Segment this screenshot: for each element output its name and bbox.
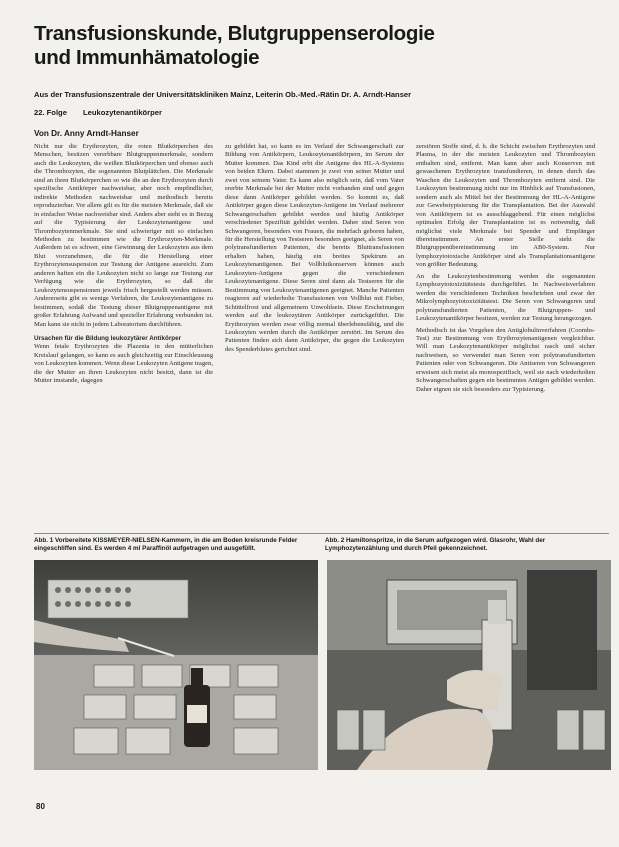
page-number: 80 — [36, 802, 45, 811]
title-line-2: und Immunhämatologie — [34, 46, 260, 69]
text-column-1 — [34, 143, 213, 531]
article-title — [34, 22, 594, 70]
series-label: 22. Folge — [34, 108, 67, 117]
text-columns — [34, 143, 609, 531]
paragraph: Wenn fetale Erythrozyten die Plazenta in den mütterlichen Kreislauf gelangen, so kann es auch gleichzeitig zur Einschleusung von Leukozyten kommen. Wenn diese Leukozyten Antigene tragen, die der Mutter an ihren Leukozyten nicht besitzt, dann ist die Mutter imstande, dagegen — [34, 343, 213, 385]
paragraph: zerstören Stoffe sind, d. h. die Schicht zwischen Erythrozyten und Plasma, in der die meisten Leukozyten und Thrombozyten enthalten sind, entfernt. Man kann aber auch Konserven mit gewaschenen Erythrozyten transfundieren, in denen durch das Waschen die Leukozyten und Thrombozyten entfernt sind. Die Leukozyten bestimmung nicht nur im Hinblick auf Transfusionen, sondern auch als Mittel bei der Bestimmung der HL-A-Antigene zur Gewebstypisierung für die Transplantation. Bei der Auswahl von Antikörpern ist es ausschlaggebend. Für einen möglichst optimalen Erfolg der Transplantation ist es notwendig, daß möglichst viele Merkmale bei Spender und Empfänger übereinstimmen. An erster Stelle steht die Blutgruppenübereinstimmung im AB0-System. Nur lymphozytotoxische Antikörper sind als Transplantationsantigene von größter Bedeutung. — [416, 143, 595, 269]
figure-1-caption: Abb. 1 Vorbereitete KISSMEYER-NIELSEN-Kammern, in die am Boden kreisrunde Felder eingeschliffen sind. Es werden 4 ml Paraffinöl aufgetragen und ausgefüllt. — [34, 537, 298, 552]
series-line — [34, 108, 162, 118]
text-column-3 — [416, 143, 595, 531]
figure-1-photo — [34, 560, 318, 770]
divider — [34, 533, 609, 534]
series-topic: Leukozytenantikörper — [83, 108, 162, 117]
figure-2-caption: Abb. 2 Hamiltonspritze, in die Serum aufgezogen wird. Glasrohr, Wahl der Lymphozytenzählung und durch Pfeil gekennzeichnet. — [325, 537, 546, 552]
source-line: Aus der Transfusionszentrale der Universitätskliniken Mainz, Leiterin Ob.-Med.-Rätin Dr. A. Arndt-Hanser — [34, 90, 412, 99]
author-line: Von Dr. Anny Arndt-Hanser — [34, 129, 139, 138]
paragraph: Nicht nur die Erythrozyten, die roten Blutkörperchen des Menschen, besitzen vererbbare Blutgruppenmerkmale, sondern auch die Leukozyten, die weißen Blutkörperchen und ebenso auch die Thrombozyten, die sogenannten Blutplättchen. Die Merkmale sind an ihren Blutkörperchen so wie die an den Erythrozyten durch spezifische Antikörper nachweisbar, aber noch empfindlicher, indirekte Methoden nachweisbar und methodisch bereits reproduzierbar. Vor allem gilt es für die meisten Merkmale, daß sie in einfacher Weise nachweisbar sind. Anders aber steht es in Bezug auf die Typisierung der Leukozytenantigene und Thrombozytenmerkmale. Sie sind schwieriger mit so einfachen Methoden zu bestimmen wie die Erythrozyten-Merkmale. Außerdem ist es schwer, eine Gewinnung der Leukozyten aus dem Blut vorzunehmen, die für die Herstellung einer Erythrozytensuspension zur Testung der Antigene ausreicht. Zum anderen haften ein die Leukozyten nicht so lange zur Testung zur Verfügung wie die Erythrozyten, so daß die Leukozytensuspensionen jeweils frisch hergestellt werden müssen. Andererseits gibt es wenige Verfahren, die Leukozytenantigene zu bestimmen, sodaß die Testung dieser Blutgruppenantigene mit großer Erfahrung Aufwand und spezieller Erfahrung verbunden ist. Man kann sie nicht in jedem Laboratorium durchführen. — [34, 143, 213, 328]
paragraph: Methodisch ist das Vorgehen den Antiglobulinverfahren (Coombs-Test) zur Bestimmung von Erythrozytenantigenen vergleichbar. Will man Leukozytenantikörper möglichst rasch und sicher nachweisen, so verwendet man Seren von polytransfundierten Patienten oder von Schwangeren. Die Antiseren von Schwangeren erweisen sich meist als monospezifisch, weil sie nach wiederholten Schwangerschaften gegen ein bestimmtes Antigen gebildet werden. Daher eignen sie sich besonders zur Typisierung. — [416, 326, 595, 393]
figure-2-photo — [327, 560, 611, 770]
paragraph: zu gebildet hat, so kann es im Verlauf der Schwangerschaft zur Bildung von Antikörpern, Leukozytenantikörpern, im Serum der Mutter kommen. Das Kind erbt die Antigene des HL-A-Systems von beiden Eltern. Dabei stammen je zwei von seiner Mutter und zwei von seinem Vater. Es kann also möglich sein, daß vom Vater ererbte Merkmale bei der Mutter nicht vorhanden sind und gegen diese dann Antikörper gebildet werden. So kommt es, daß Antikörper gegen diese Leukozyten-Antigene im Verlauf mehrerer Schwangerschaften gebildet werden und häufig Antikörper verschiedener Spezifität gebildet werden. Daher sind Seren von Schwangeren, besonders von Frauen, die mehrfach geboren haben, für die Herstellung von Testseren besonders geeignet, als Seren von polytransfundierten Patienten, die bereits Bluttransfusionen erhalten haben, häufig ein breites Spektrum an Leukozytenantigenen. Bei Vollblutkonserven können auch Leukozyten-Antigene gegen die verschiedenen Leukozytenantigene. Diese Seren sind dann als Testseren für die Bestimmung von Leukozytenantigenen geeignet. Manche Patienten reagieren auf wiederholte Transfusionen von Vollblut mit Fieber, Schüttelfrost und allgemeinem Unwohlsein. Diese Erscheinungen werden auf die leukozytären Antikörper zurückgeführt. Die Erythrozyten werden zwar völlig normal überlebensfähig, und die Leukozyten werden durch die Antikörper zerstört. Im Serum des Patienten finden sich dann Antikörper, die gegen die Leukozyten des Spenderblutes gerichtet sind. — [225, 143, 404, 353]
subheading: Ursachen für die Bildung leukozytärer Antikörper — [34, 334, 182, 342]
text-column-2 — [225, 143, 404, 531]
title-line-1: Transfusionskunde, Blutgruppenserologie — [34, 22, 435, 45]
paragraph: An die Leukozytenbestimmung werden die sogenannten Lymphozytotoxizitätstests durchgeführt. In Nachweisverfahren werden die verschiedenen Techniken beschrieben und zwar der Mikrolymphozytotoxizitätstest. Die Seren von Schwangeren und polytransfundierten Patienten, die Blutgruppen- und Leukozytenantikörper besitzen, werden zur Testung herangezogen. — [416, 272, 595, 323]
